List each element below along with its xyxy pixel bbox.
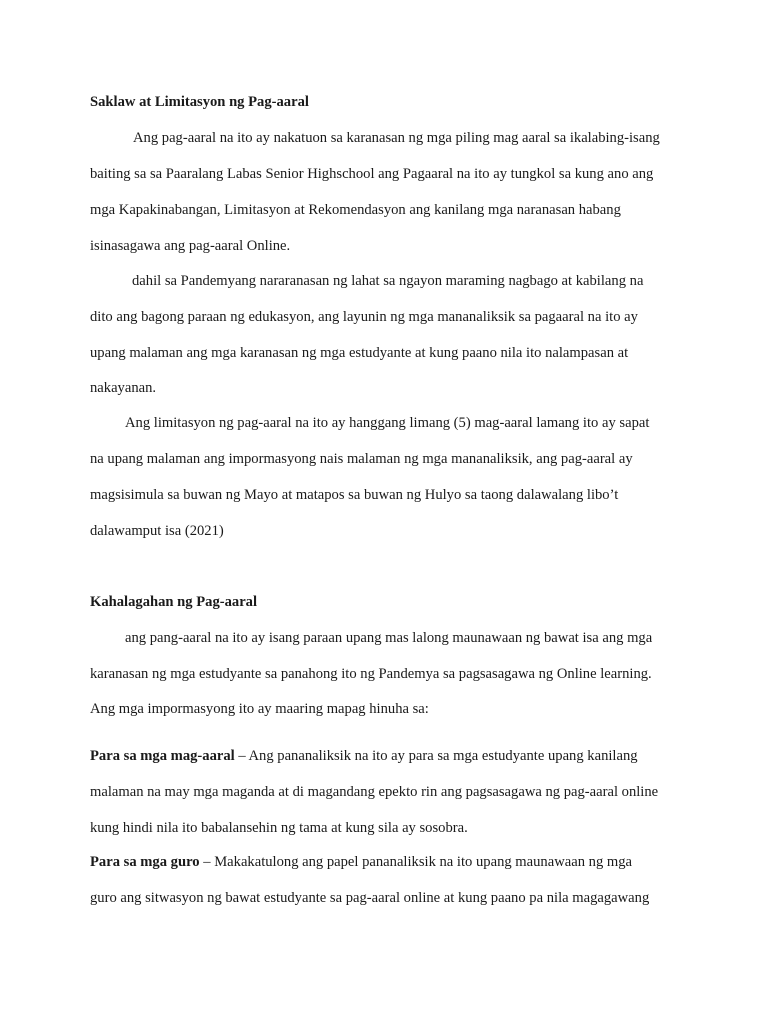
text-line: dalawamput isa (2021)	[90, 523, 224, 539]
text-line: baiting sa sa Paaralang Labas Senior Highschool ang Pagaaral na ito ay tungkol sa kung ano ang	[90, 166, 654, 182]
text-line: isinasagawa ang pag-aaral Online.	[90, 238, 291, 254]
text-line: Ang pag-aaral na ito ay nakatuon sa karanasan ng mga piling mag aaral sa ikalabing-isang	[133, 130, 660, 146]
text-run: – Ang pananaliksik na ito ay para sa mga estudyante upang kanilang	[234, 748, 638, 764]
text-line: upang malaman ang mga karanasan ng mga estudyante at kung paano nila ito nalampasan at	[90, 345, 629, 361]
text-line: na upang malaman ang impormasyong nais malaman ng mga mananaliksik, ang pag-aaral ay	[90, 451, 633, 467]
text-line: dito ang bagong paraan ng edukasyon, ang layunin ng mga mananaliksik sa pagaaral na ito ay	[90, 309, 638, 325]
text-line: Ang mga impormasyong ito ay maaring mapag hinuha sa:	[90, 701, 429, 717]
text-line: magsisimula sa buwan ng Mayo at matapos sa buwan ng Hulyo sa taong dalawalang libo’t	[90, 487, 619, 503]
text-line	[90, 749, 638, 764]
label-para-sa-guro: Para sa mga guro	[90, 854, 200, 870]
text-run: – Makakatulong ang papel pananaliksik na ito upang maunawaan ng mga	[199, 854, 633, 870]
text-line: mga Kapakinabangan, Limitasyon at Rekomendasyon ang kanilang mga naranasan habang	[90, 202, 621, 218]
text-line: guro ang sitwasyon ng bawat estudyante sa pag-aaral online at kung paano pa nila magagawang	[90, 890, 650, 906]
section-heading-kahalagahan: Kahalagahan ng Pag-aaral	[90, 594, 258, 610]
text-line: karanasan ng mga estudyante sa panahong ito ng Pandemya sa pagsasagawa ng Online learning.	[90, 666, 652, 682]
label-para-sa-mag-aaral: Para sa mga mag-aaral	[90, 748, 235, 764]
text-line: ang pang-aaral na ito ay isang paraan upang mas lalong maunawaan ng bawat isa ang mga	[125, 630, 653, 646]
text-line: dahil sa Pandemyang nararanasan ng lahat sa ngayon maraming nagbago at kabilang na	[132, 273, 644, 289]
section-heading-saklaw: Saklaw at Limitasyon ng Pag-aaral	[90, 94, 309, 110]
text-line: nakayanan.	[90, 380, 157, 396]
text-line: malaman na may mga maganda at di magandang epekto rin ang pagsasagawa ng pag-aaral online	[90, 784, 659, 800]
text-line	[90, 855, 632, 870]
text-line: Ang limitasyon ng pag-aaral na ito ay hanggang limang (5) mag-aaral lamang ito ay sapat	[125, 415, 650, 431]
text-line: kung hindi nila ito babalansehin ng tama at kung sila ay sosobra.	[90, 820, 468, 836]
